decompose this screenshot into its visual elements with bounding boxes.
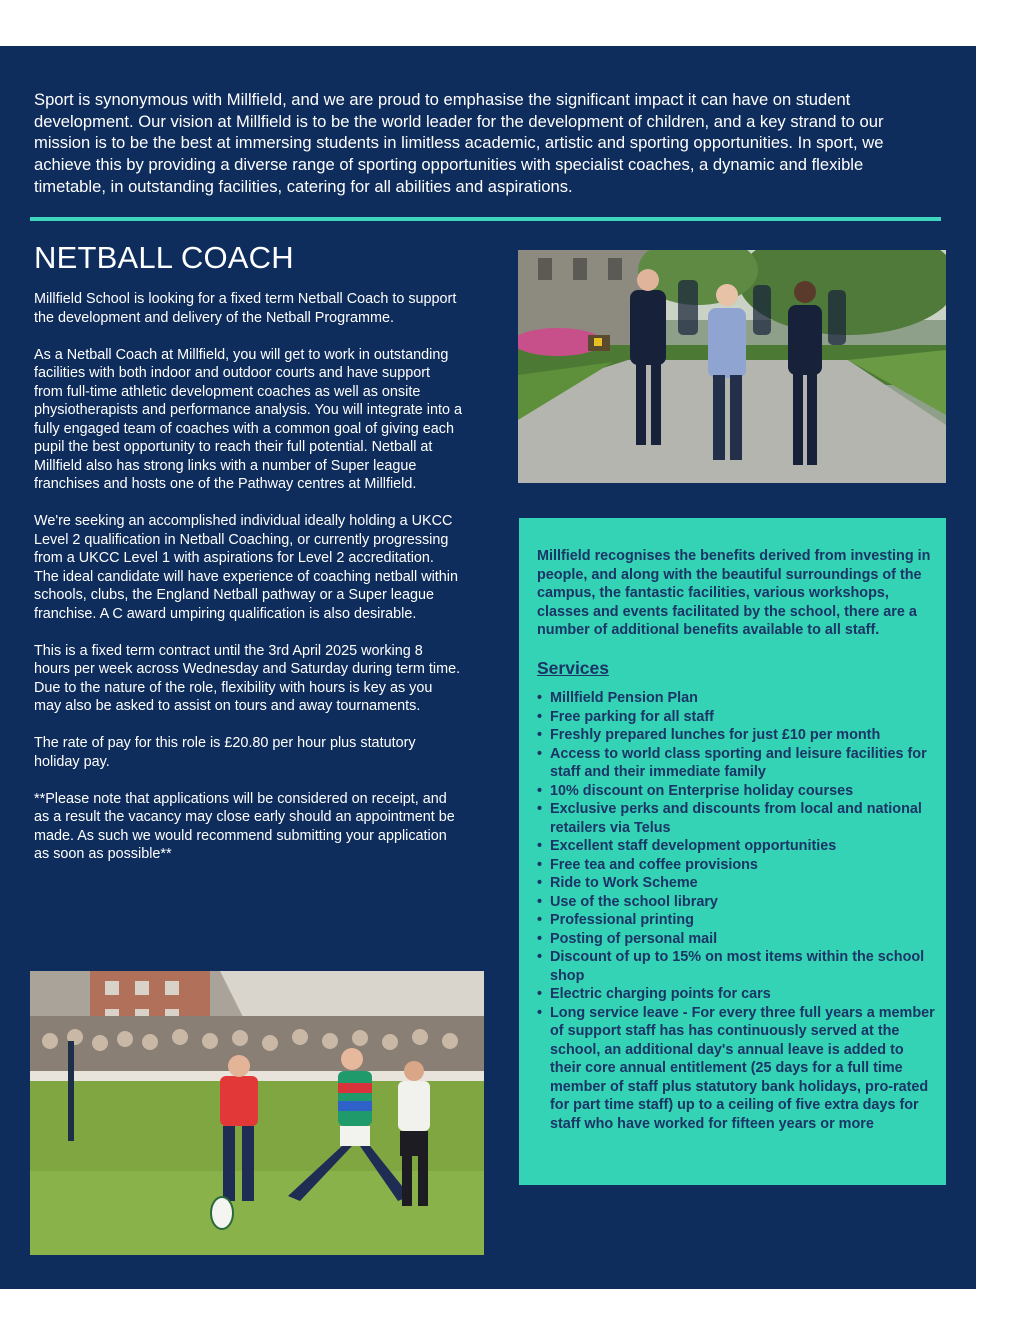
list-item	[537, 708, 935, 727]
job-paragraph: This is a fixed term contract until the 3rd April 2025 working 8 hours per week across Wednesday and Saturday during term time. Due to the nature of the role, flexibility with hours is key as you may also be asked to assist on tours and away tournaments.	[34, 642, 461, 714]
bullet-icon: •	[537, 690, 543, 706]
service-label: Free parking for all staff	[550, 708, 714, 725]
bullet-icon: •	[537, 856, 543, 873]
list-item	[537, 985, 935, 1004]
rugby-kick-photo	[30, 971, 484, 1255]
campus-students-photo	[518, 250, 946, 483]
staff-benefits-box	[519, 518, 946, 1185]
list-item	[537, 948, 935, 985]
bullet-icon: •	[537, 801, 543, 817]
services-list	[537, 689, 935, 1133]
services-heading: Services	[537, 658, 610, 678]
service-label: Ride to Work Scheme	[550, 875, 698, 891]
list-item	[537, 874, 935, 893]
service-label: Professional printing	[550, 912, 694, 928]
job-paragraph: Millfield School is looking for a fixed term Netball Coach to support the development and delivery of the Netball Programme.	[34, 291, 457, 326]
service-label: 10% discount on Enterprise holiday courses	[550, 782, 854, 799]
list-item	[537, 745, 935, 782]
list-item	[537, 689, 935, 708]
job-description	[34, 290, 462, 882]
list-item	[537, 1004, 935, 1134]
list-item	[537, 837, 935, 856]
service-label: Access to world class sporting and leisure facilities for staff and their immediate family	[550, 745, 927, 780]
bullet-icon: •	[537, 912, 543, 928]
service-label: Exclusive perks and discounts from local and national retailers via Telus	[550, 801, 922, 836]
bullet-icon: •	[537, 708, 543, 725]
bullet-icon: •	[537, 727, 543, 743]
intro-text: Sport is synonymous with Millfield, and we are proud to emphasise the significant impact it can have on student development. Our vision at Millfield is to be the world leader for the development of children, and a key strand to our mission is to be the best at immersing students in limitless academic, artistic and sporting opportunities. In sport, we achieve this by providing a diverse range of sporting opportunities with specialist coaches, a dynamic and flexible timetable, in outstanding facilities, catering for all abilities and aspirations.	[34, 90, 884, 196]
list-item	[537, 782, 935, 801]
list-item	[537, 911, 935, 930]
service-label: Freshly prepared lunches for just £10 per month	[550, 727, 881, 743]
list-item	[537, 800, 935, 837]
bullet-icon: •	[537, 949, 543, 965]
job-paragraph: **Please note that applications will be considered on receipt, and as a result the vacancy may close early should an appointment be made. As such we would recommend submitting your application as soon as possible**	[34, 790, 455, 862]
job-title: NETBALL COACH	[34, 240, 294, 275]
service-label: Discount of up to 15% on most items within the school shop	[550, 949, 925, 984]
list-item	[537, 856, 935, 875]
bullet-icon: •	[537, 745, 543, 762]
content-panel	[0, 46, 976, 1289]
bullet-icon: •	[537, 930, 543, 947]
job-paragraph: The rate of pay for this role is £20.80 per hour plus statutory holiday pay.	[34, 735, 416, 770]
bullet-icon: •	[537, 782, 543, 799]
divider-rule	[30, 217, 941, 221]
bullet-icon: •	[537, 893, 543, 910]
list-item	[537, 893, 935, 912]
bullet-icon: •	[537, 838, 543, 854]
service-label: Excellent staff development opportunities	[550, 838, 837, 854]
list-item	[537, 930, 935, 949]
service-label: Free tea and coffee provisions	[550, 856, 758, 873]
service-label: Posting of personal mail	[550, 930, 718, 947]
bullet-icon: •	[537, 875, 543, 891]
bullet-icon: •	[537, 1004, 543, 1021]
service-label: Electric charging points for cars	[550, 986, 771, 1002]
job-paragraph: We're seeking an accomplished individual ideally holding a UKCC Level 2 qualification in Netball Coaching, or currently progressing from a UKCC Level 1 with aspirations for Level 2 accreditation. The ideal candidate will have experience of coaching netball within schools, clubs, the England Netball pathway or a Super league franchise. A C award umpiring qualification is also desirable.	[34, 513, 458, 622]
service-label: Long service leave - For every three full years a member of support staff has has continuously served at the school, an additional day's annual leave is added to their core annual entitlement (25 days for a full time member of staff plus statutory bank holidays, pro-rated for part time staff) up to a ceiling of five extra days for staff who have worked for fifteen years or more	[550, 1004, 935, 1132]
list-item	[537, 726, 935, 745]
bullet-icon: •	[537, 986, 543, 1002]
benefits-intro: Millfield recognises the benefits derived from investing in people, and along with the beautiful surroundings of the campus, the fantastic facilities, various workshops, classes and events facilitated by the school, there are a number of additional benefits available to all staff.	[537, 548, 931, 638]
job-paragraph: As a Netball Coach at Millfield, you will get to work in outstanding facilities with both indoor and outdoor courts and have support from full-time athletic development coaches as well as onsite physiotherapists and performance analysis. You will integrate into a fully engaged team of coaches with a common goal of giving each pupil the best opportunity to reach their full potential. Netball at Millfield also has strong links with a number of Super league franchises and hosts one of the Pathway centres at Millfield.	[34, 346, 462, 492]
service-label: Millfield Pension Plan	[550, 690, 698, 706]
service-label: Use of the school library	[550, 893, 718, 910]
